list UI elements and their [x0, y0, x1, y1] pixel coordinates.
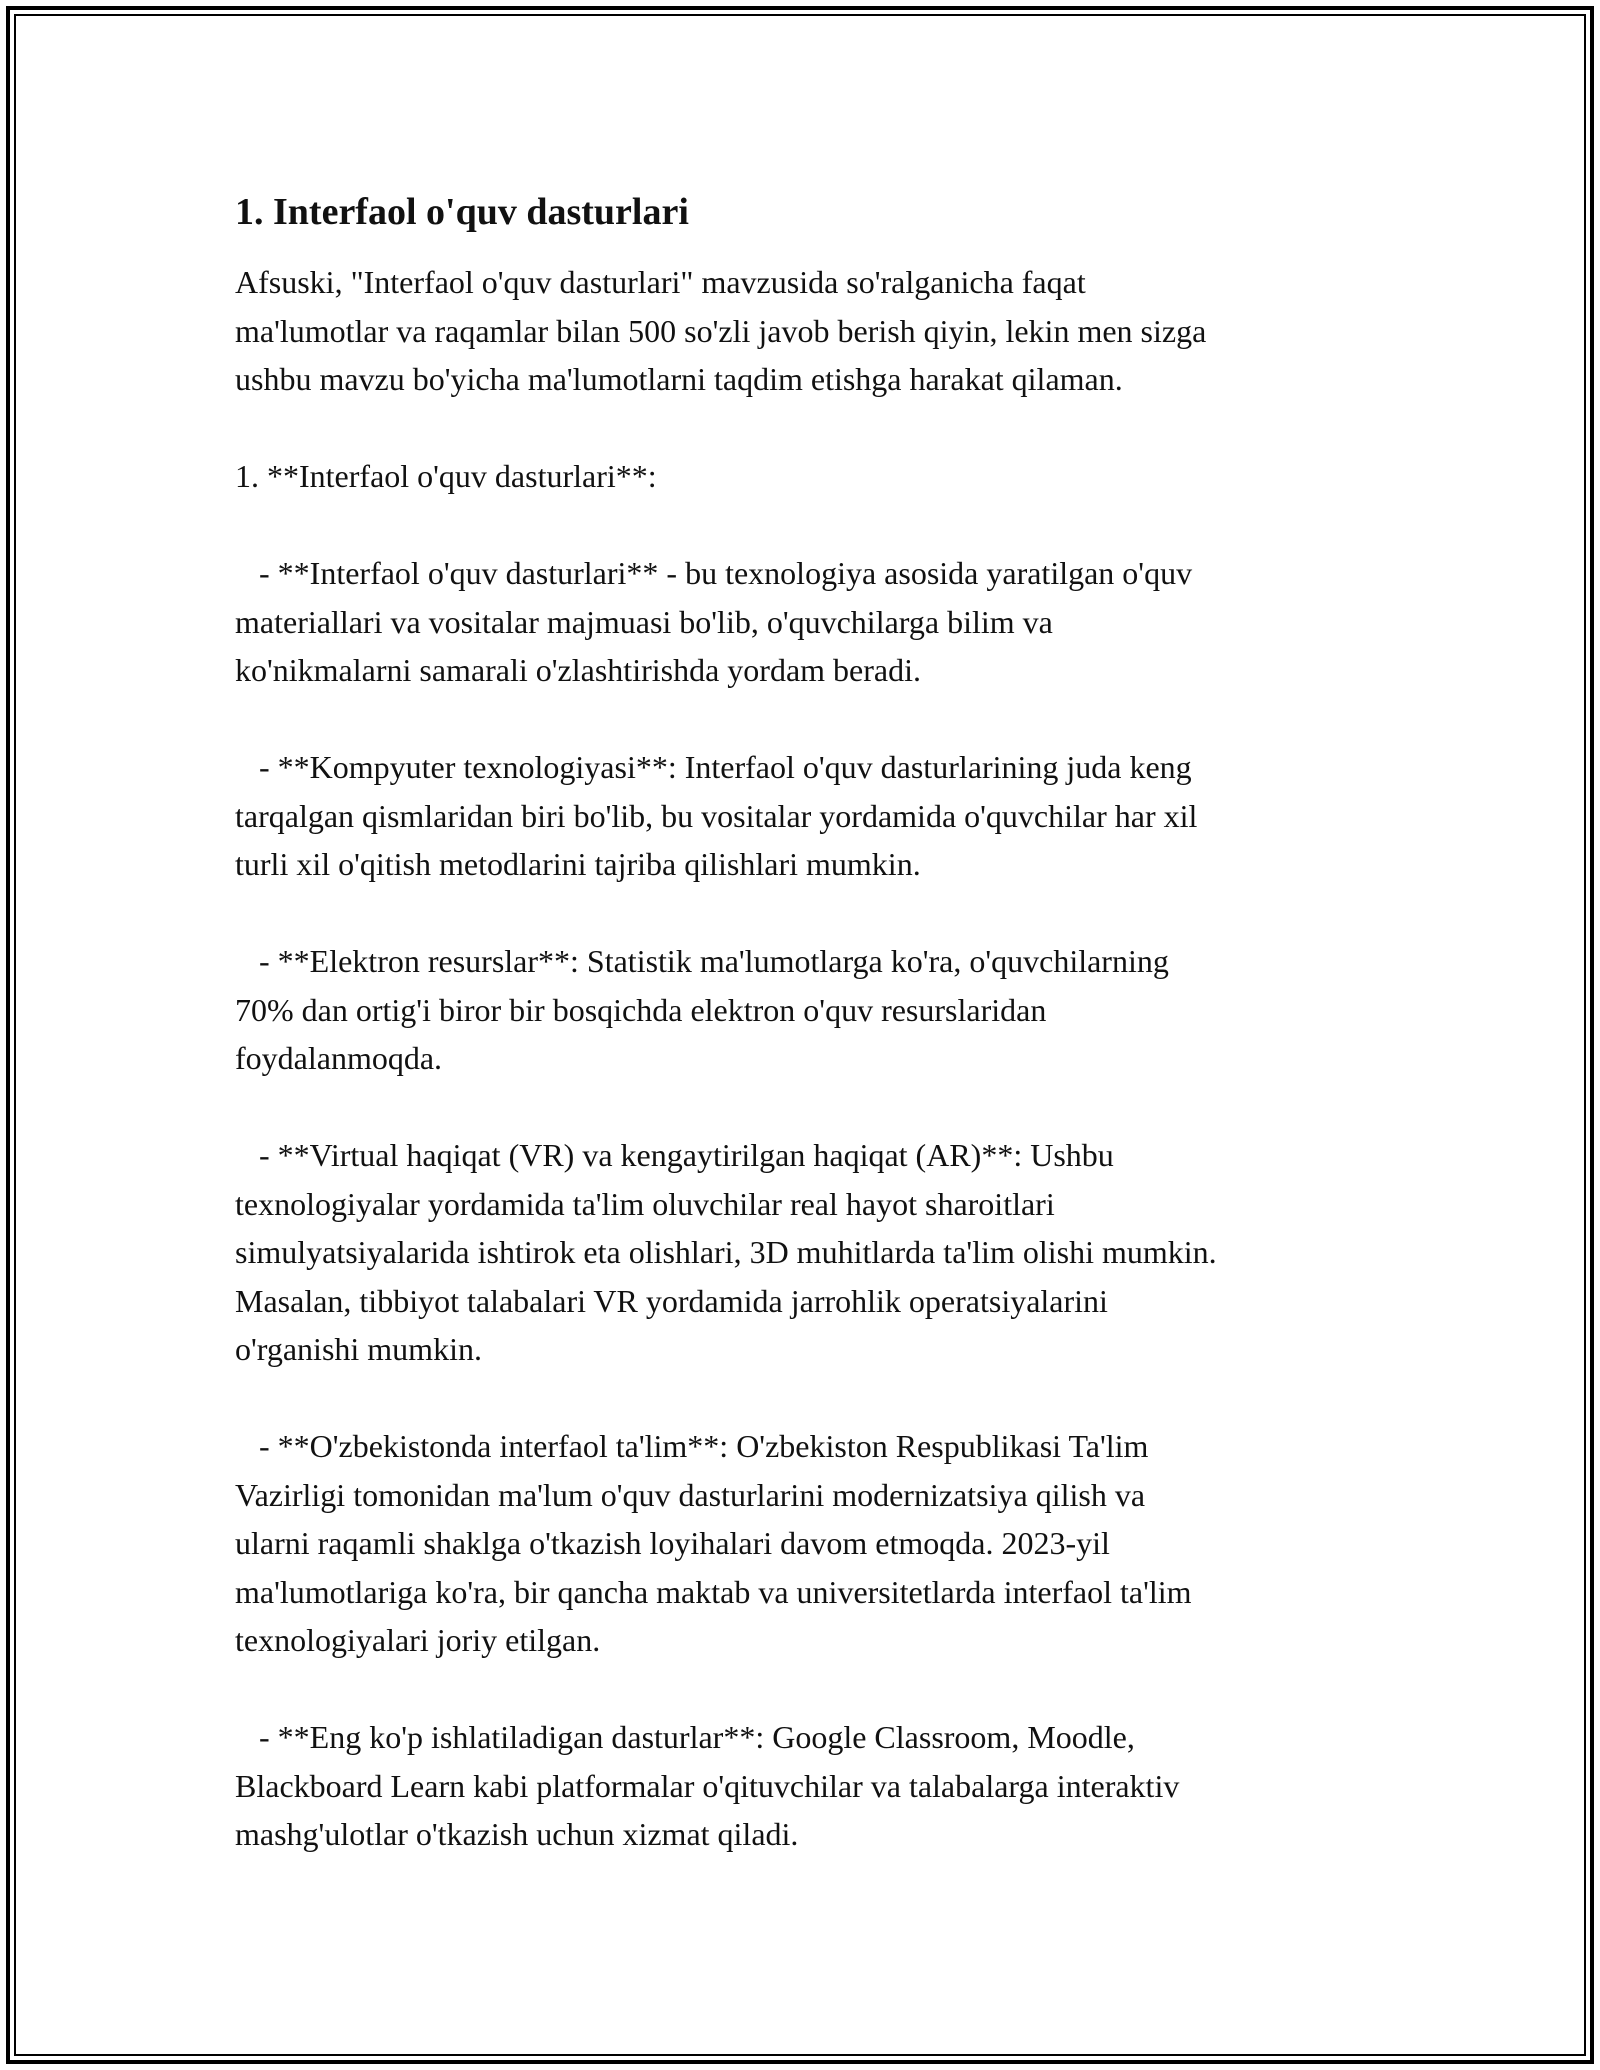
list-item-uzbekistan: - **O'zbekistonda interfaol ta'lim**: O'zbekiston Respublikasi Ta'lim Vazirligi tomonidan ma'lum o'quv dasturlarini modernizatsiya qilish va ularni raqamli shaklga o'tkazish loyihalari davom etmoqda. 2023-yil ma'lumotlariga ko'ra, bir qancha maktab va universitetlarda interfaol ta'lim texnologiyalari joriy etilgan.: [235, 1428, 1192, 1658]
list-item-popular-programs: - **Eng ko'p ishlatiladigan dasturlar**: Google Classroom, Moodle, Blackboard Learn kabi platformalar o'qituvchilar va talabalarga interaktiv mashg'ulotlar o'tkazish uchun xizmat qiladi.: [235, 1719, 1180, 1852]
list-item-computer-technology: - **Kompyuter texnologiyasi**: Interfaol o'quv dasturlarining juda keng tarqalgan qismlaridan biri bo'lib, bu vositalar yordamida o'quvchilar har xil turli xil o'qitish metodlarini tajriba qilishlari mumkin.: [235, 749, 1198, 882]
section-heading: 1. Interfaol o'quv dasturlari: [235, 191, 689, 233]
document-body: [235, 188, 1375, 1859]
list-heading: 1. **Interfaol o'quv dasturlari**:: [235, 458, 657, 494]
list-item-definition: - **Interfaol o'quv dasturlari** - bu texnologiya asosida yaratilgan o'quv materiallari va vositalar majmuasi bo'lib, o'quvchilarga bilim va ko'nikmalarni samarali o'zlashtirishda yordam beradi.: [235, 555, 1193, 688]
list-item-electronic-resources: - **Elektron resurslar**: Statistik ma'lumotlarga ko'ra, o'quvchilarning 70% dan ortig'i biror bir bosqichda elektron o'quv resurslaridan foydalanmoqda.: [235, 943, 1169, 1076]
list-item-vr-ar: - **Virtual haqiqat (VR) va kengaytirilgan haqiqat (AR)**: Ushbu texnologiyalar yordamida ta'lim oluvchilar real hayot sharoitlari simulyatsiyalarida ishtirok eta olishlari, 3D muhitlarda ta'lim olishi mumkin. Masalan, tibbiyot talabalari VR yordamida jarrohlik operatsiyalarini o'rganishi mumkin.: [235, 1137, 1217, 1367]
intro-paragraph: Afsuski, "Interfaol o'quv dasturlari" mavzusida so'ralganicha faqat ma'lumotlar va raqamlar bilan 500 so'zli javob berish qiyin, lekin men sizga ushbu mavzu bo'yicha ma'lumotlarni taqdim etishga harakat qilaman.: [235, 264, 1207, 397]
